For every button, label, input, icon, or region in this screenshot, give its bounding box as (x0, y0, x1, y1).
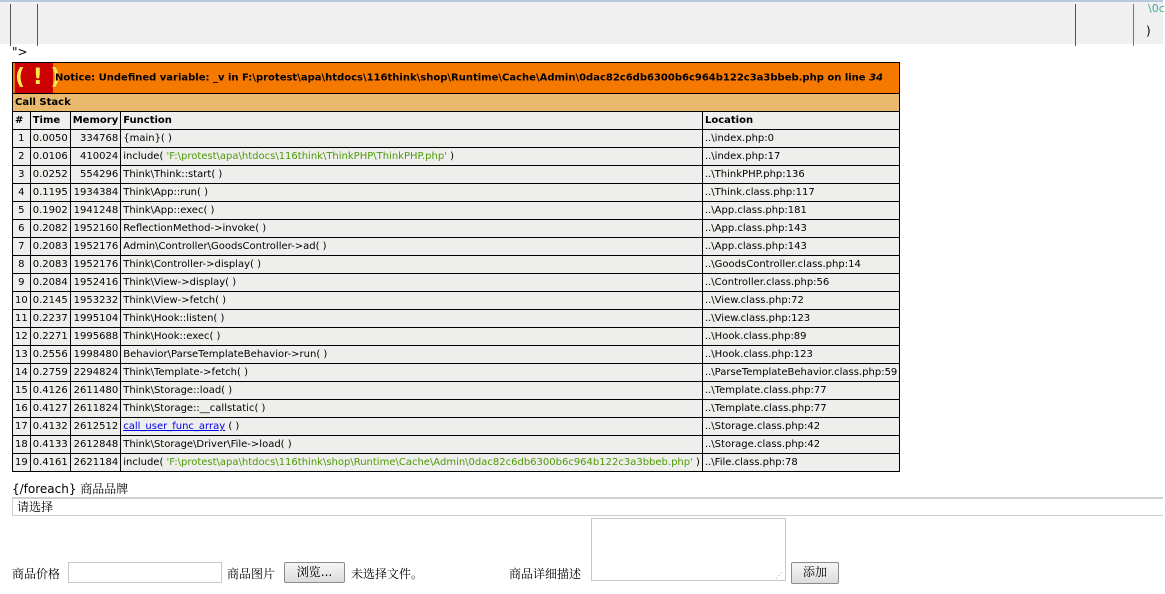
row-function: Think\Template->fetch( ) (121, 364, 703, 382)
row-index: 19 (13, 454, 31, 472)
row-location: ..\Template.class.php:77 (702, 382, 899, 400)
row-function: Think\App::exec( ) (121, 202, 703, 220)
call-stack-row (13, 310, 900, 328)
php-doc-link[interactable]: call_user_func_array (123, 421, 226, 432)
row-memory: 1952416 (70, 274, 120, 292)
row-memory: 1952176 (70, 256, 120, 274)
row-time: 0.4126 (30, 382, 70, 400)
row-memory: 2611480 (70, 382, 120, 400)
row-location: ..\Hook.class.php:123 (702, 346, 899, 364)
row-function: ReflectionMethod->invoke( ) (121, 220, 703, 238)
row-location: ..\Storage.class.php:42 (702, 418, 899, 436)
call-stack-row (13, 400, 900, 418)
call-stack-row (13, 418, 900, 436)
row-index: 2 (13, 148, 31, 166)
row-function: Think\Controller->display( ) (121, 256, 703, 274)
row-memory: 1952160 (70, 220, 120, 238)
row-time: 0.2237 (30, 310, 70, 328)
price-input[interactable] (68, 562, 222, 583)
call-stack-row (13, 364, 900, 382)
row-location: ..\ThinkPHP.php:136 (702, 166, 899, 184)
row-location: ..\View.class.php:72 (702, 292, 899, 310)
call-stack-row (13, 148, 900, 166)
top-green-fragment: \0c (1148, 2, 1165, 15)
row-function: Think\App::run( ) (121, 184, 703, 202)
row-index: 12 (13, 328, 31, 346)
call-stack-row (13, 220, 900, 238)
row-index: 10 (13, 292, 31, 310)
row-function-argument: 'F:\protest\apa\htdocs\116think\shop\Runtime\Cache\Admin\0dac82c6db6300b6c964b122c3a3bbeb.php' (166, 457, 693, 468)
row-memory: 554296 (70, 166, 120, 184)
top-frame (0, 0, 1163, 44)
resize-grip-icon[interactable]: ⋰ (775, 571, 783, 580)
top-cell-right (1075, 4, 1134, 46)
row-index: 16 (13, 400, 31, 418)
row-index: 3 (13, 166, 31, 184)
row-memory: 2612848 (70, 436, 120, 454)
xdebug-error-table (12, 62, 900, 472)
row-index: 18 (13, 436, 31, 454)
row-memory: 1941248 (70, 202, 120, 220)
description-textarea[interactable] (591, 518, 786, 581)
call-stack-title: Call Stack (13, 94, 900, 112)
col-header-function: Function (121, 112, 703, 130)
description-label: 商品详细描述 (509, 567, 582, 581)
top-close-paren: ) (1146, 24, 1151, 38)
row-index: 13 (13, 346, 31, 364)
row-function: Think\Hook::listen( ) (121, 310, 703, 328)
row-function-argument: 'F:\protest\apa\htdocs\116think\ThinkPHP\ThinkPHP.php' (166, 151, 447, 162)
call-stack-row (13, 436, 900, 454)
foreach-text: {/foreach} 商品品牌 (12, 482, 129, 496)
row-memory: 2612512 (70, 418, 120, 436)
row-memory: 1995104 (70, 310, 120, 328)
row-time: 0.1195 (30, 184, 70, 202)
row-index: 14 (13, 364, 31, 382)
row-index: 9 (13, 274, 31, 292)
row-time: 0.4132 (30, 418, 70, 436)
row-time: 0.2083 (30, 256, 70, 274)
row-location: ..\View.class.php:123 (702, 310, 899, 328)
row-function: include( 'F:\protest\apa\htdocs\116think\shop\Runtime\Cache\Admin\0dac82c6db6300b6c964b122c3a3bbeb.php' ) (121, 454, 703, 472)
row-function: Think\Storage::load( ) (121, 382, 703, 400)
row-memory: 2611824 (70, 400, 120, 418)
call-stack-row (13, 238, 900, 256)
row-function: {main}( ) (121, 130, 703, 148)
notice-line-number: 34 (869, 72, 883, 84)
call-stack-row (13, 328, 900, 346)
row-time: 0.1902 (30, 202, 70, 220)
row-location: ..\Template.class.php:77 (702, 400, 899, 418)
row-memory: 1952176 (70, 238, 120, 256)
row-time: 0.0252 (30, 166, 70, 184)
call-stack-row (13, 256, 900, 274)
call-stack-row (13, 166, 900, 184)
col-header-index: # (13, 112, 31, 130)
row-index: 5 (13, 202, 31, 220)
row-index: 8 (13, 256, 31, 274)
notice-header (13, 63, 900, 94)
call-stack-row (13, 454, 900, 472)
row-index: 15 (13, 382, 31, 400)
call-stack-row (13, 292, 900, 310)
call-stack-row (13, 184, 900, 202)
row-function: Think\View->display( ) (121, 274, 703, 292)
row-location: ..\App.class.php:143 (702, 238, 899, 256)
row-memory: 1953232 (70, 292, 120, 310)
row-location: ..\Hook.class.php:89 (702, 328, 899, 346)
row-location: ..\index.php:0 (702, 130, 899, 148)
row-index: 7 (13, 238, 31, 256)
row-time: 0.0106 (30, 148, 70, 166)
stray-markup: "> (12, 45, 28, 59)
notice-message: Notice: Undefined variable: _v in F:\protest\apa\htdocs\116think\shop\Runtime\Cache\Admin\0dac82c6db6300b6c964b122c3a3bbeb.php on line 34 (55, 72, 883, 84)
row-time: 0.2082 (30, 220, 70, 238)
call-stack-row (13, 346, 900, 364)
row-location: ..\File.class.php:78 (702, 454, 899, 472)
call-stack-row (13, 130, 900, 148)
row-time: 0.0050 (30, 130, 70, 148)
col-header-time: Time (30, 112, 70, 130)
row-time: 0.2084 (30, 274, 70, 292)
row-time: 0.2145 (30, 292, 70, 310)
row-time: 0.4161 (30, 454, 70, 472)
col-header-location: Location (702, 112, 899, 130)
row-location: ..\ParseTemplateBehavior.class.php:59 (702, 364, 899, 382)
row-function: Admin\Controller\GoodsController->ad( ) (121, 238, 703, 256)
row-function: call_user_func_array ( ) (121, 418, 703, 436)
row-time: 0.2556 (30, 346, 70, 364)
row-location: ..\Controller.class.php:56 (702, 274, 899, 292)
row-location: ..\Storage.class.php:42 (702, 436, 899, 454)
row-index: 11 (13, 310, 31, 328)
row-memory: 1998480 (70, 346, 120, 364)
row-function: Think\View->fetch( ) (121, 292, 703, 310)
row-time: 0.4133 (30, 436, 70, 454)
row-memory: 410024 (70, 148, 120, 166)
row-index: 17 (13, 418, 31, 436)
row-memory: 1995688 (70, 328, 120, 346)
price-label: 商品价格 (12, 567, 61, 581)
row-function: Think\Storage::__callstatic( ) (121, 400, 703, 418)
call-stack-row (13, 274, 900, 292)
image-label: 商品图片 (227, 567, 276, 581)
row-time: 0.2759 (30, 364, 70, 382)
row-location: ..\Think.class.php:117 (702, 184, 899, 202)
row-index: 6 (13, 220, 31, 238)
submit-button[interactable]: 添加 (791, 562, 839, 584)
call-stack-row (13, 382, 900, 400)
row-time: 0.4127 (30, 400, 70, 418)
row-function: include( 'F:\protest\apa\htdocs\116think\ThinkPHP\ThinkPHP.php' ) (121, 148, 703, 166)
no-file-text: 未选择文件。 (351, 567, 424, 581)
brand-select[interactable]: 请选择 (12, 498, 1163, 516)
top-cell-left (10, 4, 38, 46)
row-function: Think\Think::start( ) (121, 166, 703, 184)
row-memory: 334768 (70, 130, 120, 148)
row-location: ..\index.php:17 (702, 148, 899, 166)
row-memory: 1934384 (70, 184, 120, 202)
row-function: Think\Storage\Driver\File->load( ) (121, 436, 703, 454)
row-index: 1 (13, 130, 31, 148)
row-memory: 2621184 (70, 454, 120, 472)
row-location: ..\App.class.php:181 (702, 202, 899, 220)
row-location: ..\App.class.php:143 (702, 220, 899, 238)
row-time: 0.2083 (30, 238, 70, 256)
row-memory: 2294824 (70, 364, 120, 382)
call-stack-row (13, 202, 900, 220)
warning-icon: ( ! ) (15, 63, 53, 93)
row-index: 4 (13, 184, 31, 202)
browse-button[interactable]: 浏览... (284, 562, 345, 583)
col-header-memory: Memory (70, 112, 120, 130)
row-function: Behavior\ParseTemplateBehavior->run( ) (121, 346, 703, 364)
row-function: Think\Hook::exec( ) (121, 328, 703, 346)
row-location: ..\GoodsController.class.php:14 (702, 256, 899, 274)
row-time: 0.2271 (30, 328, 70, 346)
